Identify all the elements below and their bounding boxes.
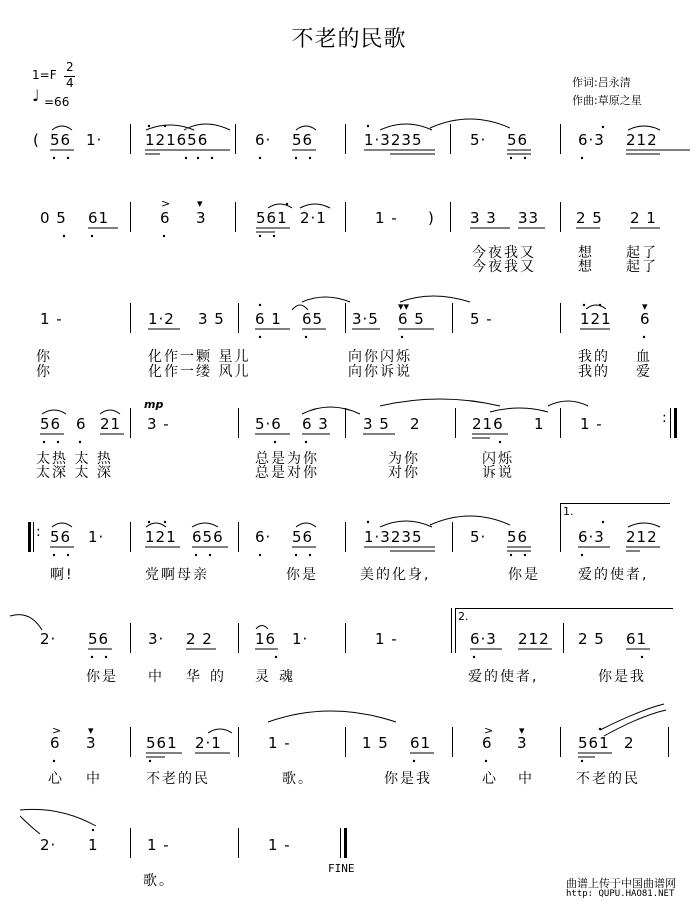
lyric: 爱的使者, bbox=[578, 567, 649, 583]
note-group: 3· bbox=[148, 630, 165, 648]
lyric: 你是我 bbox=[598, 669, 646, 685]
note-group: 561 bbox=[146, 734, 178, 752]
lyric: 不老的民 bbox=[146, 771, 210, 787]
note-group: 5·6 bbox=[255, 415, 282, 433]
lyric: 美的化身, bbox=[360, 567, 431, 583]
lyric-verse-2: 爱 bbox=[636, 364, 652, 380]
note-group: 6· bbox=[255, 528, 272, 546]
note-group: 1 - bbox=[268, 836, 291, 854]
note-group: 6 bbox=[160, 209, 171, 227]
lyric: 起了 bbox=[626, 245, 658, 261]
lyric: 总是为你 bbox=[255, 451, 319, 467]
note-group: 1 - bbox=[375, 630, 398, 648]
repeat-dots: : bbox=[662, 410, 668, 426]
time-signature-top: 2 bbox=[66, 60, 74, 74]
note-group: 56 bbox=[292, 131, 314, 149]
note-group: 212 bbox=[626, 528, 658, 546]
lyric: 歌。 bbox=[282, 771, 314, 787]
lyric-verse-2: 你 bbox=[36, 364, 52, 380]
note-group: 3 - bbox=[147, 415, 170, 433]
note-group: 6 5 bbox=[398, 310, 425, 328]
note-group: 6 3 bbox=[302, 415, 329, 433]
composer-credit: 作曲:草原之星 bbox=[572, 94, 642, 107]
close-paren: ) bbox=[428, 209, 435, 227]
note-group: 3 3 bbox=[470, 209, 497, 227]
note-group: 65 bbox=[302, 310, 324, 328]
volta-label-2: 2. bbox=[458, 610, 469, 623]
note-group: 1 bbox=[88, 836, 99, 854]
note-group: 2 1 bbox=[630, 209, 657, 227]
note-group: 16 bbox=[255, 630, 277, 648]
lyric: 灵魂 bbox=[255, 669, 303, 685]
footer-site: 曲谱上传于中国曲谱网 bbox=[566, 877, 676, 890]
note-group: 5· bbox=[470, 131, 487, 149]
note-group: 216 bbox=[472, 415, 504, 433]
note-group: 3 bbox=[196, 209, 207, 227]
note-group: 3 bbox=[86, 734, 97, 752]
note-group: 656 bbox=[192, 528, 224, 546]
lyric: 我的 bbox=[578, 349, 610, 365]
note-group: 5· bbox=[470, 528, 487, 546]
note-group: 6 bbox=[482, 734, 493, 752]
lyric: 血 bbox=[636, 349, 652, 365]
note-group: 3 5 bbox=[198, 310, 225, 328]
footer-url: http: QUPU.HAO81.NET bbox=[566, 889, 675, 899]
note-group: 1· bbox=[292, 630, 309, 648]
quarter-note-icon: ♩ bbox=[32, 86, 40, 105]
note-group: 121 bbox=[580, 310, 612, 328]
staccato-mark: ▾ bbox=[88, 724, 94, 737]
lyric-verse-2: 向你诉说 bbox=[348, 364, 412, 380]
lyric: 心 bbox=[482, 771, 498, 787]
note-group: 2 5 bbox=[576, 209, 603, 227]
note-group: 1 - bbox=[40, 310, 63, 328]
tempo-marking: =66 bbox=[44, 95, 70, 109]
lyric: 你是 bbox=[508, 567, 540, 583]
note-group: 561 bbox=[578, 734, 610, 752]
note-group: 56 bbox=[88, 630, 110, 648]
note-group: 1 - bbox=[375, 209, 398, 227]
note-group: 1 5 bbox=[362, 734, 389, 752]
note-group: 1·3235 bbox=[364, 131, 423, 149]
lyric: 华的 bbox=[186, 669, 234, 685]
note-group: 61 bbox=[88, 209, 110, 227]
lyric: 化作一颗 星儿 bbox=[148, 349, 251, 365]
lyric: 中 bbox=[518, 771, 534, 787]
note-group: 0 5 bbox=[40, 209, 67, 227]
lyric: 歌。 bbox=[143, 873, 175, 889]
lyric: 你 bbox=[36, 349, 52, 365]
accent-mark: > bbox=[52, 724, 62, 737]
lyric: 中 bbox=[148, 669, 164, 685]
lyric-verse-2: 总是对你 bbox=[255, 465, 319, 481]
note-group: 2 bbox=[624, 734, 635, 752]
note-group: 212 bbox=[626, 131, 658, 149]
key-signature: 1=F bbox=[32, 68, 57, 82]
time-signature-bottom: 4 bbox=[66, 76, 74, 90]
lyric: 心 bbox=[48, 771, 64, 787]
lyric: 想 bbox=[578, 245, 594, 261]
note-group: 2· bbox=[40, 630, 57, 648]
lyric: 今夜我又 bbox=[472, 245, 536, 261]
note-group: 56 bbox=[292, 528, 314, 546]
lyric-verse-2: 今夜我又 bbox=[472, 259, 536, 275]
note-group: 6 1 bbox=[255, 310, 282, 328]
note-group: 56 bbox=[507, 131, 529, 149]
note-group: 6·3 bbox=[578, 528, 605, 546]
lyric-verse-2: 对你 bbox=[388, 465, 420, 481]
note-group: 212 bbox=[518, 630, 550, 648]
lyric: 太热 太 热 bbox=[36, 451, 113, 467]
note-group: 6 bbox=[640, 310, 651, 328]
staccato-mark: ▾ bbox=[642, 300, 648, 313]
open-paren: ( bbox=[33, 131, 40, 149]
note-group: 2· bbox=[40, 836, 57, 854]
lyric: 向你闪烁 bbox=[348, 349, 412, 365]
note-group: 3 bbox=[517, 734, 528, 752]
staccato-mark: ▾ bbox=[519, 724, 525, 737]
lyric-verse-2: 起了 bbox=[626, 259, 658, 275]
note-group: 6 bbox=[76, 415, 87, 433]
note-group: 33 bbox=[518, 209, 540, 227]
repeat-dots: : bbox=[36, 524, 42, 540]
volta-label-1: 1. bbox=[563, 505, 574, 518]
note-group: 5 - bbox=[470, 310, 493, 328]
note-group: 56 bbox=[507, 528, 529, 546]
note-group: 6· bbox=[255, 131, 272, 149]
note-group: 121656 bbox=[145, 131, 209, 149]
note-group: 56 bbox=[40, 415, 62, 433]
lyric-verse-2: 我的 bbox=[578, 364, 610, 380]
note-group: 1 - bbox=[147, 836, 170, 854]
note-group: 1·2 bbox=[148, 310, 175, 328]
note-group: 2 bbox=[410, 415, 421, 433]
lyric-verse-2: 诉说 bbox=[482, 465, 514, 481]
note-group: 61 bbox=[410, 734, 432, 752]
note-group: 1· bbox=[86, 131, 103, 149]
staccato-mark: ▾▾ bbox=[398, 300, 410, 313]
note-group: 6·3 bbox=[470, 630, 497, 648]
note-group: 3 5 bbox=[363, 415, 390, 433]
lyric: 你是我 bbox=[384, 771, 432, 787]
lyric: 爱的使者, bbox=[468, 669, 539, 685]
accent-mark: > bbox=[484, 724, 494, 737]
fine-marking: FINE bbox=[328, 862, 355, 875]
lyric: 闪烁 bbox=[482, 451, 514, 467]
lyric: 啊! bbox=[50, 567, 74, 583]
note-group: 21 bbox=[100, 415, 122, 433]
note-group: 56 bbox=[50, 528, 72, 546]
lyric: 中 bbox=[86, 771, 102, 787]
note-group: 2·1 bbox=[300, 209, 327, 227]
song-title: 不老的民歌 bbox=[291, 27, 407, 52]
lyric-verse-2: 想 bbox=[578, 259, 594, 275]
note-group: 56 bbox=[50, 131, 72, 149]
note-group: 1 bbox=[534, 415, 545, 433]
lyric: 党啊母亲 bbox=[145, 567, 209, 583]
lyric-verse-2: 化作一缕 风儿 bbox=[148, 364, 251, 380]
lyric-verse-2: 太深 太 深 bbox=[36, 465, 113, 481]
staccato-mark: ▾ bbox=[197, 197, 203, 210]
note-group: 1·3235 bbox=[364, 528, 423, 546]
dynamic-marking: mp bbox=[144, 398, 164, 411]
note-group: 6 bbox=[50, 734, 61, 752]
lyric: 为你 bbox=[388, 451, 420, 467]
note-group: 1 - bbox=[580, 415, 603, 433]
accent-mark: > bbox=[161, 197, 171, 210]
note-group: 1 - bbox=[268, 734, 291, 752]
note-group: 2 2 bbox=[186, 630, 213, 648]
lyric: 不老的民 bbox=[576, 771, 640, 787]
note-group: 61 bbox=[626, 630, 648, 648]
lyric: 你是 bbox=[86, 669, 118, 685]
note-group: 6·3 bbox=[578, 131, 605, 149]
note-group: 1· bbox=[88, 528, 105, 546]
note-group: 121 bbox=[145, 528, 177, 546]
lyricist-credit: 作词:吕永清 bbox=[572, 76, 631, 89]
lyric: 你是 bbox=[286, 567, 318, 583]
note-group: 561 bbox=[256, 209, 288, 227]
note-group: 2·1 bbox=[195, 734, 222, 752]
note-group: 3·5 bbox=[352, 310, 379, 328]
note-group: 2 5 bbox=[578, 630, 605, 648]
